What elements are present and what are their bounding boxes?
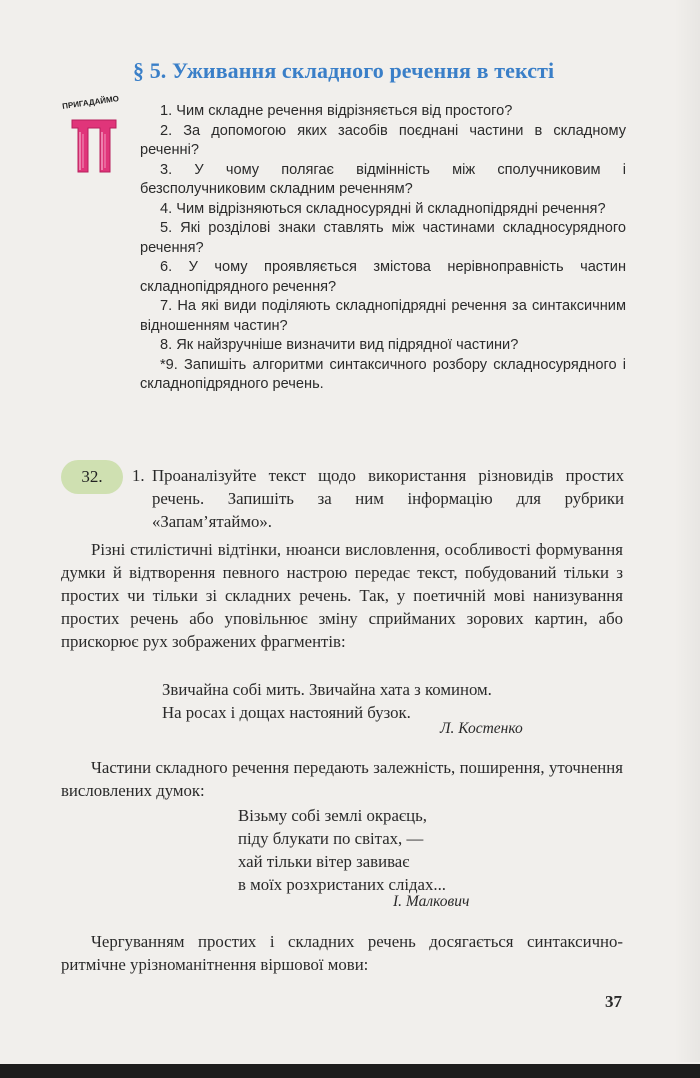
poem-line: в моїх розхристаних слідах... (238, 875, 446, 894)
poem-line: хай тільки вітер завиває (238, 852, 410, 871)
remember-icon (60, 94, 124, 178)
paragraph-1 (61, 538, 623, 653)
page-number: 37 (605, 992, 622, 1011)
exercise-number-badge: 32. (61, 460, 123, 494)
question-item: 1. Чим складне речення відрізняється від простого? (160, 103, 513, 119)
question-item: 4. Чим відрізняються складносурядні й складнопідрядні речення? (160, 200, 606, 217)
poem-line: Звичайна собі мить. Звичайна хата з комином. (162, 680, 492, 699)
poem-line: Візьму собі землі окраєць, (238, 806, 427, 825)
paragraph-3 (61, 930, 623, 976)
section-title: § 5. Уживання складного речення в тексті (133, 58, 555, 83)
paragraph-text: Частини складного речення передають залежність, поширення, уточнення висловлених думок: (61, 758, 623, 800)
exercise-task-text: Проаналізуйте текст щодо використання різновидів простих речень. Запишіть за ним інформацію для рубрики «Запам’ятаймо». (152, 466, 624, 531)
question-item: 3. У чому полягає відмінність між сполучниковим і безсполучниковим складним реченням? (140, 161, 626, 197)
poem-2-author: І. Малкович (393, 893, 470, 910)
review-questions (140, 102, 626, 395)
question-item: 8. Як найзручніше визначити вид підрядної частини? (160, 337, 519, 353)
exercise-task-number: 1. (132, 466, 145, 485)
poem-line: піду блукати по світах, — (238, 829, 424, 848)
poem-1 (162, 678, 492, 724)
remember-letter-icon (68, 114, 120, 176)
paragraph-2 (61, 756, 623, 802)
remember-label: ПРИГАДАЙМО (61, 94, 120, 111)
page-edge-shadow (674, 0, 700, 1062)
paragraph-text: Чергуванням простих і складних речень досягається синтаксично-ритмічне урізноманітнення віршової мови: (61, 932, 623, 974)
poem-line: На росах і дощах настояний бузок. (162, 703, 411, 722)
exercise-task (132, 464, 624, 533)
poem-1-author: Л. Костенко (440, 720, 523, 737)
poem-2 (238, 804, 446, 896)
question-item: 5. Які розділові знаки ставлять між частинами складносурядного речення? (140, 220, 626, 256)
question-item: 7. На які види поділяють складнопідрядні речення за синтаксичним відношенням частин? (140, 298, 626, 334)
question-item: *9. Запишіть алгоритми синтаксичного розбору складносурядного і складнопідрядного речень. (140, 356, 626, 392)
scan-bottom-edge (0, 1064, 700, 1078)
question-item: 6. У чому проявляється змістова нерівноправність частин складнопідрядного речення? (140, 259, 626, 295)
question-item: 2. За допомогою яких засобів поєднані частини в складному реченні? (140, 122, 626, 158)
paragraph-text: Різні стилістичні відтінки, нюанси висловлення, особливості формування думки й відтворення певного настрою передає текст, побудований тільки з простих чи тільки зі складних речень. Так, у поетичній мові нанизування простих речень або уповільнює зміну сприйманих зорових картин, або прискорює рух зображених фрагментів: (61, 540, 623, 651)
